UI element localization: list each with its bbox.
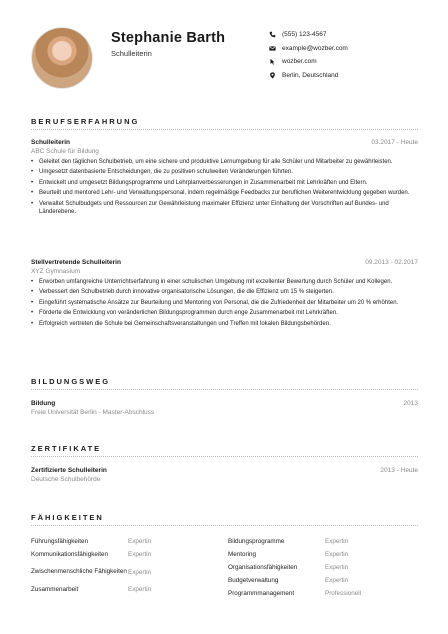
contact-website[interactable] <box>268 55 348 69</box>
list-item: • Entwickelt und umgesetzt Bildungsprogramme und Lehrplanverbesserungen in Zusammenarbeit mit Lehrkräften und Eltern. <box>31 179 411 187</box>
experience-2-bullets <box>31 278 411 330</box>
contact-list <box>268 28 348 82</box>
section-title-skills: FÄHIGKEITEN <box>31 513 104 522</box>
experience-entry-1-header <box>31 139 418 146</box>
skill-level: Expertin <box>128 538 152 545</box>
skill-row <box>228 535 418 548</box>
certificate-issuer: Deutsche Schulbehörde <box>31 476 101 483</box>
skill-name: Programmmanagement <box>228 589 295 597</box>
list-item: • Beurteilt und mentored Lehr- und Verwaltungspersonal, indem regelmäßige Feedbacks zur beruflichen Weiterentwicklung gegeben wurden. <box>31 189 411 197</box>
list-item: • Geleitet den täglichen Schulbetrieb, um eine sichere und produktive Lernumgebung für alle Schüler und Mitarbeiter zu gewährleisten. <box>31 158 411 166</box>
education-date: 2013 <box>403 400 418 407</box>
contact-phone-text: (555) 123-4567 <box>282 31 327 39</box>
skill-level: Expertin <box>325 577 349 584</box>
experience-date: 03.2017 - Heute <box>371 139 418 146</box>
list-item: • Erfolgreich vertreten die Schule bei Gemeinschaftsveranstaltungen und Treffen mit lokalen Bildungsbehörden. <box>31 320 411 328</box>
skill-row <box>31 583 221 596</box>
contact-website-text[interactable]: wozber.com <box>282 58 317 66</box>
skill-level: Expertin <box>325 551 349 558</box>
candidate-name: Stephanie Barth <box>111 30 226 46</box>
divider <box>31 456 418 457</box>
list-item: • Erworben umfangreiche Unterrichtserfahrung in einer schulischen Umgebung mit exzellenter Bewertung durch Schüler und Kollegen. <box>31 278 411 286</box>
list-item: • Förderte die Entwicklung von veränderlichen Bildungsprogrammen durch enge Zusammenarbeit mit Lehrkräften. <box>31 309 411 317</box>
skill-level: Expertin <box>128 586 152 593</box>
list-item: • Eingeführt systematische Ansätze zur Beurteilung und Mentoring von Personal, die die Zufriedenheit der Mitarbeiter um 20 % erhöhten. <box>31 299 411 307</box>
list-item: • Verwaltet Schulbudgets und Ressourcen zur Gewährleistung maximaler Effizienz unter Einhaltung der Vorschriften auf Bundes- und Länderebene. <box>31 200 411 216</box>
skill-name: Budgetverwaltung <box>228 576 279 584</box>
contact-email-text[interactable]: example@wozber.com <box>282 44 348 52</box>
section-title-education: BILDUNGSWEG <box>31 377 111 386</box>
skill-row <box>228 574 418 587</box>
certificate-entry-header <box>31 467 418 474</box>
section-title-experience: BERUFSERFAHRUNG <box>31 117 140 126</box>
mail-icon <box>268 44 276 52</box>
divider <box>31 525 418 526</box>
contact-phone <box>268 28 348 42</box>
experience-title: Schulleiterin <box>31 139 71 146</box>
experience-1-bullets <box>31 158 411 218</box>
skill-level: Expertin <box>325 564 349 571</box>
skill-name: Organisationsfähigkeiten <box>228 563 298 571</box>
list-item: • Verbessert den Schulbetrieb durch innovative organisatorische Lösungen, die die Effizienz um 15 % steigerten. <box>31 288 411 296</box>
list-item: • Umgesetzt datenbasierte Entscheidungen, die zu positiven schulweiten Veränderungen führten. <box>31 168 411 176</box>
skill-name: Zusammenarbeit <box>31 585 79 593</box>
candidate-role: Schulleiterin <box>111 49 152 58</box>
contact-email[interactable] <box>268 42 348 56</box>
contact-location <box>268 69 348 83</box>
certificate-title: Zertifizierte Schulleiterin <box>31 467 107 474</box>
experience-organization: XYZ Gymnasium <box>31 268 81 275</box>
location-pin-icon <box>268 71 276 79</box>
section-title-certificates: ZERTIFIKATE <box>31 444 102 453</box>
skills-column-right <box>228 535 418 600</box>
education-entry-header <box>31 400 418 407</box>
phone-icon <box>268 31 276 39</box>
experience-title: Stellvertretende Schulleiterin <box>31 259 121 266</box>
skill-row <box>228 561 418 574</box>
education-title: Bildung <box>31 400 56 407</box>
skill-row <box>31 535 221 548</box>
skill-name: Mentoring <box>228 550 257 558</box>
skill-row <box>31 548 221 561</box>
divider <box>31 389 418 390</box>
skill-level: Expertin <box>128 568 152 576</box>
skill-name: Zwischenmenschliche Fähigkeiten <box>31 568 127 576</box>
experience-organization: ABC Schule für Bildung <box>31 148 99 155</box>
skill-name: Kommunikationsfähigkeiten <box>31 550 109 558</box>
skills-column-left <box>31 535 221 596</box>
skill-level: Expertin <box>325 538 349 545</box>
avatar <box>31 27 93 89</box>
education-institution: Freie Universität Berlin - Master-Abschluss <box>31 409 155 416</box>
experience-date: 09.2013 - 02.2017 <box>365 259 418 266</box>
skill-row <box>228 587 418 600</box>
certificate-date: 2013 - Heute <box>380 467 418 474</box>
skill-name: Führungsfähigkeiten <box>31 537 89 545</box>
skill-row <box>31 561 221 583</box>
skill-name: Bildungsprogramme <box>228 537 285 545</box>
experience-entry-2-header <box>31 259 418 266</box>
link-icon <box>268 58 276 66</box>
skill-level: Professionell <box>325 590 362 597</box>
divider <box>31 129 418 130</box>
skill-row <box>228 548 418 561</box>
contact-location-text: Berlin, Deutschland <box>282 71 339 79</box>
skill-level: Expertin <box>128 551 152 558</box>
